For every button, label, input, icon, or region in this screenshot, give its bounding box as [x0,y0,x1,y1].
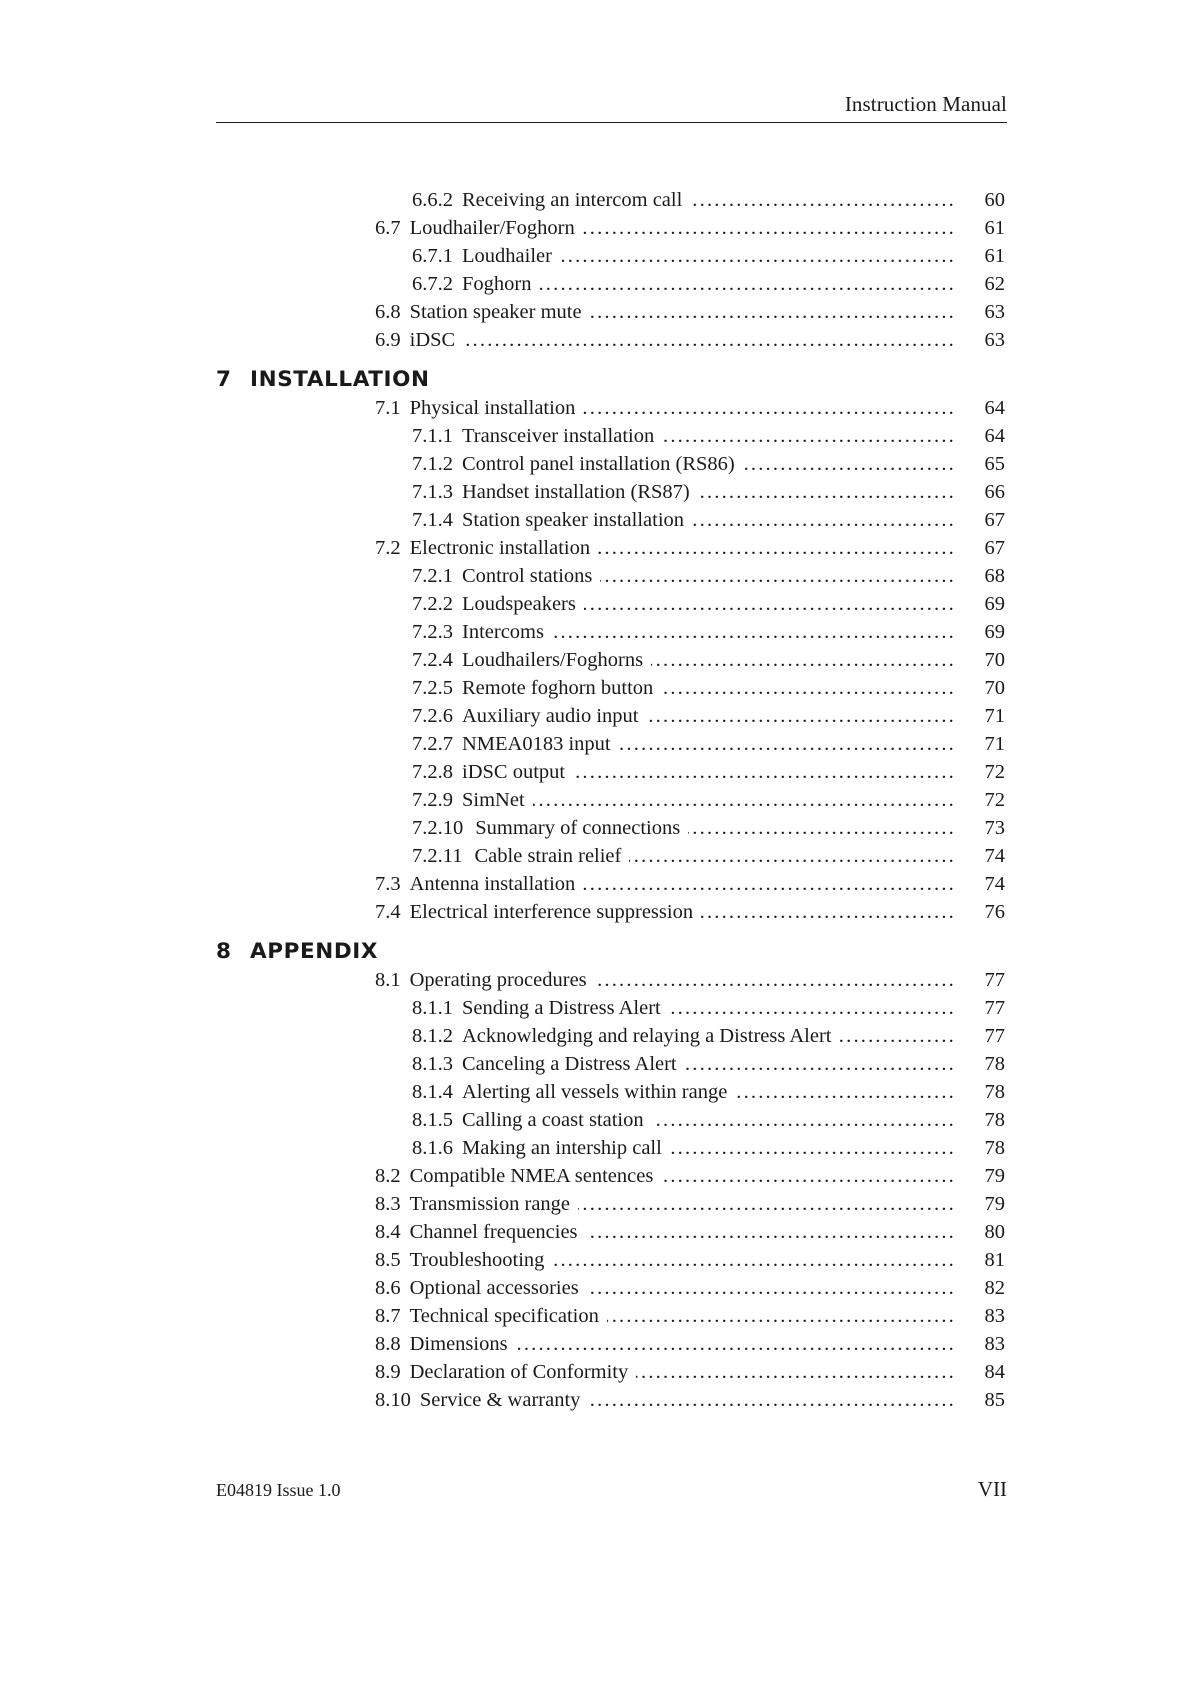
dot-leader [587,1274,956,1302]
toc-entry-text [375,1302,607,1330]
dot-leader [701,898,956,926]
dot-leader [647,702,956,730]
section-number: 7.3 [375,873,401,895]
page-number: 60 [984,189,1005,211]
section-number: 7.2.4 [412,649,453,671]
page-number: 65 [984,453,1005,475]
page-number: 74 [984,845,1005,867]
section-title: Loudhailer [462,245,552,267]
toc-chapter-heading[interactable] [216,938,1007,966]
dot-leader [670,1134,956,1162]
section-number: 8.1.6 [412,1137,453,1159]
section-number: 6.7 [375,217,401,239]
page-number: 83 [984,1305,1005,1327]
toc-entry[interactable] [216,618,1007,646]
page-number: 73 [984,817,1005,839]
dot-leader [583,394,956,422]
section-number: 7.1.1 [412,425,453,447]
dot-leader [669,994,956,1022]
toc-entry-text [412,842,629,870]
toc-entry[interactable] [216,1246,1007,1274]
toc-entry-text [412,730,619,758]
toc-entry-text [375,1274,587,1302]
section-title: Service & warranty [419,1389,581,1411]
section-number: 7.2.11 [412,845,463,867]
page-number: 64 [984,397,1005,419]
page-number: 68 [984,565,1005,587]
toc-entry-text [412,786,533,814]
dot-leader [690,186,956,214]
section-title: Canceling a Distress Alert [462,1053,677,1075]
dot-leader [652,1106,956,1134]
page-number: 67 [984,537,1005,559]
section-number: 7.1.3 [412,481,453,503]
toc-entry[interactable] [216,646,1007,674]
toc-entry[interactable] [216,590,1007,618]
page-number: 61 [984,217,1005,239]
toc-entry-text [412,506,692,534]
page-number: 72 [984,761,1005,783]
toc-entry-text [375,898,701,926]
running-header-title: Instruction Manual [844,92,1007,116]
toc-entry[interactable] [216,1162,1007,1190]
page-number: 81 [984,1249,1005,1271]
page-number: 85 [984,1389,1005,1411]
section-number: 8.5 [375,1249,401,1271]
page-number: 79 [984,1193,1005,1215]
section-title: iDSC [409,329,456,351]
section-number: 7.2 [375,537,401,559]
section-title: Handset installation (RS87) [462,481,690,503]
dot-leader [607,1302,956,1330]
section-number: 8.10 [375,1389,411,1411]
toc-entry-text [375,214,583,242]
section-number: 7.2.1 [412,565,453,587]
dot-leader [743,450,956,478]
dot-leader [636,1358,956,1386]
dot-leader [584,590,956,618]
chapter-title: INSTALLATION [250,367,430,392]
dot-leader [552,1246,956,1274]
section-number: 7.4 [375,901,401,923]
section-number: 8.1.4 [412,1081,453,1103]
section-title: Foghorn [462,273,532,295]
toc-entry[interactable] [216,1302,1007,1330]
section-title: Auxiliary audio input [462,705,639,727]
section-number: 7.1 [375,397,401,419]
header-rule [216,122,1007,123]
page-number: 83 [984,1333,1005,1355]
section-number: 7.2.5 [412,677,453,699]
section-title: Cable strain relief [474,845,622,867]
section-number: 8.6 [375,1277,401,1299]
section-title: Dimensions [409,1333,508,1355]
toc-entry-text [412,422,662,450]
section-number: 8.4 [375,1221,401,1243]
section-title: Electrical interference suppression [409,901,694,923]
section-number: 7.2.7 [412,733,453,755]
footer-document-id: E04819 Issue 1.0 [216,1480,341,1500]
page-number: 82 [984,1277,1005,1299]
toc-entry[interactable] [216,1134,1007,1162]
toc-entry[interactable] [216,1050,1007,1078]
section-number: 8.1 [375,969,401,991]
dot-leader [573,758,956,786]
toc-entry-text [375,1246,552,1274]
section-title: Station speaker mute [409,301,582,323]
toc-entry-text [412,1022,839,1050]
page-number: 66 [984,481,1005,503]
page-number: 70 [984,677,1005,699]
page-number: 77 [984,969,1005,991]
section-number: 6.7.1 [412,245,453,267]
toc-entry[interactable] [216,1358,1007,1386]
toc-entry[interactable] [216,1274,1007,1302]
page-number: 80 [984,1221,1005,1243]
toc-entry[interactable] [216,674,1007,702]
toc-entry-text [412,1050,685,1078]
dot-leader [590,298,956,326]
toc-entry-text [375,1358,636,1386]
section-number: 8.1.5 [412,1109,453,1131]
page-number: 69 [984,593,1005,615]
toc-entry[interactable] [216,1106,1007,1134]
section-title: Loudhailers/Foghorns [462,649,644,671]
toc-entry[interactable] [216,394,1007,422]
section-number: 8.1.2 [412,1025,453,1047]
toc-entry[interactable] [216,562,1007,590]
page-number: 74 [984,873,1005,895]
toc-entry[interactable] [216,534,1007,562]
page-number: 78 [984,1109,1005,1131]
section-number: 6.8 [375,301,401,323]
section-number: 7.2.6 [412,705,453,727]
page-number: 72 [984,789,1005,811]
dot-leader [685,1050,956,1078]
section-title: Control panel installation (RS86) [462,453,735,475]
section-title: Summary of connections [475,817,681,839]
section-title: Acknowledging and relaying a Distress Alert [462,1025,832,1047]
section-title: SimNet [462,789,525,811]
toc-entry[interactable] [216,1190,1007,1218]
toc-entry-text [412,1078,735,1106]
toc-entry-text [412,242,560,270]
page-number: 78 [984,1053,1005,1075]
section-title: Channel frequencies [409,1221,578,1243]
page-number: 71 [984,733,1005,755]
page-number: 77 [984,997,1005,1019]
toc-entry[interactable] [216,242,1007,270]
toc-entry-text [412,478,698,506]
toc-entry-text [412,994,669,1022]
dot-leader [629,842,956,870]
section-title: Physical installation [409,397,576,419]
toc-entry[interactable] [216,870,1007,898]
dot-leader [463,326,956,354]
dot-leader [692,506,956,534]
section-number: 8.1.3 [412,1053,453,1075]
section-number: 8.2 [375,1165,401,1187]
toc-entry-text [375,326,463,354]
page-number: 67 [984,509,1005,531]
section-number: 8.7 [375,1305,401,1327]
toc-entry[interactable] [216,1022,1007,1050]
page-number: 63 [984,329,1005,351]
section-number: 8.1.1 [412,997,453,1019]
toc-entry[interactable] [216,186,1007,214]
dot-leader [661,1162,956,1190]
dot-leader [560,242,956,270]
dot-leader [735,1078,956,1106]
toc-entry-text [412,450,743,478]
dot-leader [552,618,956,646]
toc-entry-text [412,674,661,702]
dot-leader [661,674,956,702]
toc-entry[interactable] [216,842,1007,870]
page-number: 76 [984,901,1005,923]
chapter-number: 8 [216,939,232,964]
section-title: Calling a coast station [462,1109,644,1131]
toc-entry-text [375,1162,661,1190]
toc-entry-text [375,534,598,562]
page-number: 63 [984,301,1005,323]
section-title: Troubleshooting [409,1249,545,1271]
toc-entry[interactable] [216,1330,1007,1358]
toc-entry[interactable] [216,994,1007,1022]
toc-entry[interactable] [216,326,1007,354]
dot-leader [539,270,956,298]
page-number: 70 [984,649,1005,671]
page-number: 62 [984,273,1005,295]
page-number: 77 [984,1025,1005,1047]
dot-leader [583,214,956,242]
section-number: 7.2.10 [412,817,464,839]
footer-page-number: VII [977,1477,1007,1501]
toc-entry-text [412,590,584,618]
toc-entry-text [412,562,600,590]
chapter-number: 7 [216,367,232,392]
section-title: NMEA0183 input [462,733,611,755]
dot-leader [533,786,956,814]
section-number: 7.2.9 [412,789,453,811]
toc-entry-text [375,1218,586,1246]
section-number: 7.1.4 [412,509,453,531]
toc-entry-text [375,298,590,326]
toc-entry-text [375,394,583,422]
section-title: Receiving an intercom call [462,189,683,211]
toc-entry[interactable] [216,298,1007,326]
section-title: Transmission range [409,1193,571,1215]
section-number: 6.9 [375,329,401,351]
section-title: Alerting all vessels within range [462,1081,728,1103]
toc-entry[interactable] [216,1078,1007,1106]
toc-entry[interactable] [216,758,1007,786]
dot-leader [578,1190,956,1218]
section-number: 7.2.3 [412,621,453,643]
page-number: 84 [984,1361,1005,1383]
toc-entry-text [375,1190,578,1218]
toc-entry[interactable] [216,730,1007,758]
toc-entry[interactable] [216,966,1007,994]
page-number: 79 [984,1165,1005,1187]
section-number: 6.7.2 [412,273,453,295]
toc-entry[interactable] [216,214,1007,242]
section-title: Loudhailer/Foghorn [409,217,575,239]
section-number: 8.8 [375,1333,401,1355]
toc-entry-text [412,1134,670,1162]
section-number: 8.9 [375,1361,401,1383]
toc-entry[interactable] [216,786,1007,814]
toc-entry[interactable] [216,702,1007,730]
section-title: iDSC output [462,761,566,783]
toc-entry[interactable] [216,506,1007,534]
dot-leader [516,1330,956,1358]
section-title: Electronic installation [409,537,591,559]
dot-leader [619,730,956,758]
toc-chapter-heading[interactable] [216,366,1007,394]
toc-entry-text [412,1106,652,1134]
table-of-contents [216,186,1007,1414]
section-number: 7.2.8 [412,761,453,783]
toc-entry-text [412,814,688,842]
section-title: Sending a Distress Alert [462,997,661,1019]
toc-entry[interactable] [216,270,1007,298]
section-title: Making an intership call [462,1137,662,1159]
section-title: Antenna installation [409,873,576,895]
toc-entry[interactable] [216,478,1007,506]
toc-entry[interactable] [216,814,1007,842]
dot-leader [586,1218,956,1246]
toc-entry[interactable] [216,450,1007,478]
chapter-title: APPENDIX [250,939,379,964]
page-number: 64 [984,425,1005,447]
toc-entry[interactable] [216,1386,1007,1414]
dot-leader [651,646,956,674]
section-title: Technical specification [409,1305,599,1327]
toc-entry-text [412,186,690,214]
section-number: 6.6.2 [412,189,453,211]
section-title: Remote foghorn button [462,677,654,699]
dot-leader [595,966,956,994]
toc-entry-text [412,270,539,298]
toc-entry-text [375,870,583,898]
dot-leader [662,422,956,450]
section-number: 7.2.2 [412,593,453,615]
section-title: Operating procedures [409,969,587,991]
dot-leader [698,478,956,506]
dot-leader [600,562,956,590]
toc-entry-text [375,966,595,994]
dot-leader [588,1386,956,1414]
page-number: 61 [984,245,1005,267]
toc-entry[interactable] [216,898,1007,926]
section-title: Transceiver installation [462,425,655,447]
dot-leader [598,534,956,562]
toc-entry-text [375,1386,588,1414]
section-title: Intercoms [462,621,544,643]
section-title: Declaration of Conformity [409,1361,629,1383]
dot-leader [839,1022,956,1050]
toc-entry-text [412,618,552,646]
toc-entry[interactable] [216,1218,1007,1246]
section-number: 7.1.2 [412,453,453,475]
section-title: Optional accessories [409,1277,579,1299]
section-title: Control stations [462,565,593,587]
section-title: Loudspeakers [462,593,576,615]
section-title: Compatible NMEA sentences [409,1165,654,1187]
page-number: 78 [984,1137,1005,1159]
section-title: Station speaker installation [462,509,685,531]
toc-entry-text [412,702,647,730]
dot-leader [688,814,956,842]
toc-entry-text [412,758,573,786]
toc-entry-text [375,1330,516,1358]
page-number: 71 [984,705,1005,727]
page-number: 69 [984,621,1005,643]
toc-entry[interactable] [216,422,1007,450]
page-number: 78 [984,1081,1005,1103]
section-number: 8.3 [375,1193,401,1215]
toc-entry-text [412,646,651,674]
dot-leader [583,870,956,898]
